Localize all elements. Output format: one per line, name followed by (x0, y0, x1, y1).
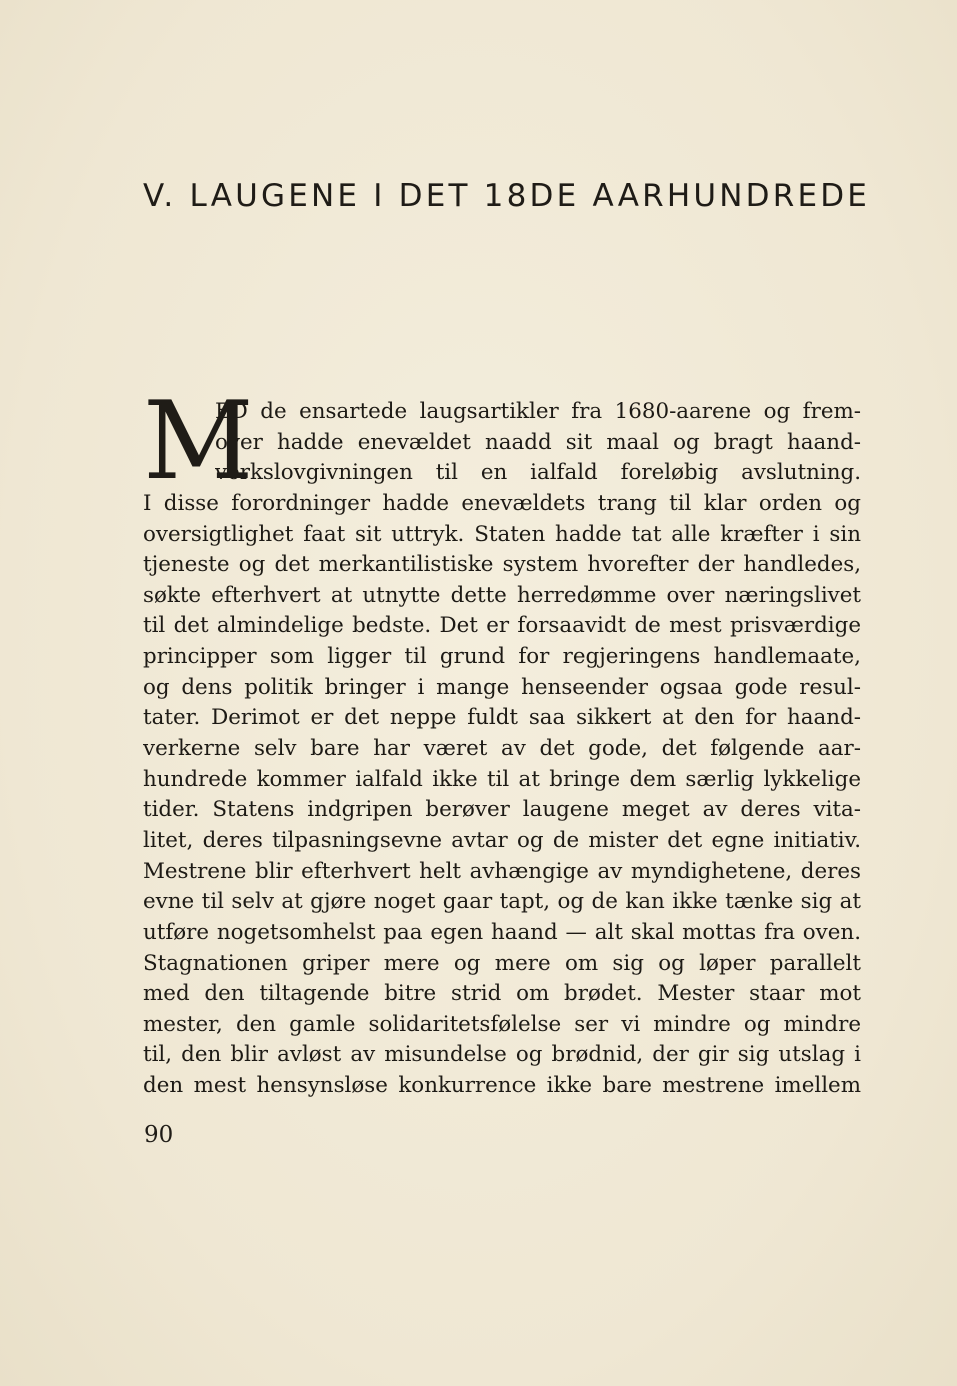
text-line: tater. Derimot er det neppe fuldt saa sikkert at den for haand- (143, 705, 861, 731)
text-line: verkerne selv bare har været av det gode, det følgende aar- (143, 736, 861, 762)
drop-cap: M (143, 379, 252, 504)
text-line: til det almindelige bedste. Det er forsaavidt de mest prisværdige (143, 613, 861, 639)
text-line: Mestrene blir efterhvert helt avhængige av myndighetene, deres (143, 858, 861, 884)
text-line: I disse forordninger hadde enevældets trang til klar orden og (143, 490, 861, 516)
text-line: tjeneste og det merkantilistiske system hvorefter der handledes, (143, 552, 861, 578)
text-line: mester, den gamle solidaritetsfølelse ser vi mindre og mindre (143, 1011, 861, 1037)
text-line: oversigtlighet faat sit uttryk. Staten hadde tat alle kræfter i sin (143, 521, 861, 547)
text-line: søkte efterhvert at utnytte dette herredømme over næringslivet (143, 582, 861, 608)
text-line: med den tiltagende bitre strid om brødet. Mester staar mot (143, 981, 861, 1007)
text-line: og dens politik bringer i mange henseender ogsaa gode resul- (143, 674, 861, 700)
body-text (143, 379, 861, 1102)
text-line: evne til selv at gjøre noget gaar tapt, og de kan ikke tænke sig at (143, 889, 861, 915)
text-line: den mest hensynsløse konkurrence ikke bare mestrene imellem (143, 1073, 861, 1099)
text-line: over hadde enevældet naadd sit maal og bragt haand- (215, 429, 861, 455)
text-line: hundrede kommer ialfald ikke til at bringe dem særlig lykkelige (143, 766, 861, 792)
text-line: tider. Statens indgripen berøver laugene meget av deres vita- (143, 797, 861, 823)
text-line: til, den blir avløst av misundelse og brødnid, der gir sig utslag i (143, 1042, 861, 1068)
chapter-title: V. LAUGENE I DET 18DE AARHUNDREDE (143, 178, 871, 214)
text-line: principper som ligger til grund for regjeringens handlemaate, (143, 644, 861, 670)
text-line: Stagnationen griper mere og mere om sig og løper parallelt (143, 950, 861, 976)
page-number: 90 (144, 1122, 174, 1148)
text-line: litet, deres tilpasningsevne avtar og de mister det egne initiativ. (143, 827, 861, 853)
text-line: utføre nogetsomhelst paa egen haand — alt skal mottas fra oven. (143, 919, 861, 945)
text-line: verkslovgivningen til en ialfald foreløbig avslutning. (215, 460, 861, 486)
text-line: ED de ensartede laugsartikler fra 1680-aarene og frem- (215, 399, 861, 424)
